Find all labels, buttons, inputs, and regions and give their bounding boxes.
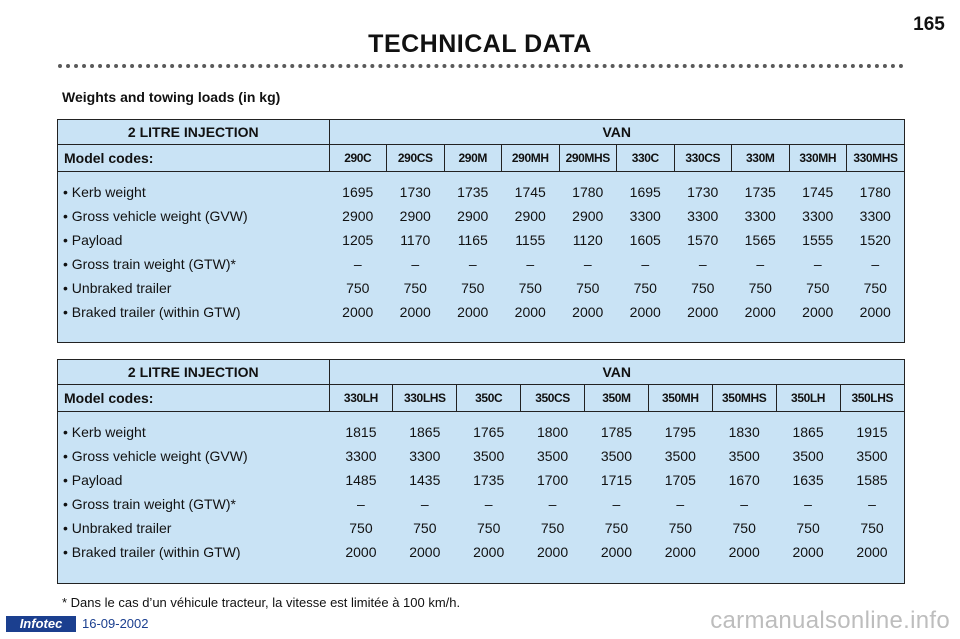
table-cell: 1155 — [515, 232, 546, 248]
table-cell: 2000 — [409, 544, 441, 560]
model-code: 350C — [457, 385, 521, 412]
table-cell: – — [468, 256, 477, 272]
table-cell: 1435 — [409, 472, 441, 488]
table-cell: 1520 — [859, 232, 891, 248]
table-cell: 750 — [576, 280, 600, 296]
table-cell: 2000 — [514, 304, 546, 320]
table-cell: 750 — [461, 280, 485, 296]
table-row — [58, 516, 904, 540]
body-type-header: VAN — [329, 120, 904, 145]
table-cell: 1585 — [856, 472, 888, 488]
table-cell: 2000 — [802, 304, 834, 320]
table-cell: 1830 — [728, 424, 760, 440]
table-cell: 2900 — [399, 208, 431, 224]
table-cell: 750 — [413, 520, 437, 536]
row-label: • Payload — [63, 232, 123, 248]
table-row — [58, 204, 904, 228]
row-label: • Gross vehicle weight (GVW) — [63, 448, 248, 464]
table-cell: 750 — [604, 520, 629, 536]
table-cell: 1800 — [536, 424, 569, 440]
table-cell: – — [698, 256, 707, 272]
table-cell: 3300 — [629, 208, 661, 224]
table-cell: – — [676, 496, 685, 512]
infotec-logo: Infotec — [6, 616, 76, 632]
footnote: * Dans le cas d’un véhicule tracteur, la vitesse est limitée à 100 km/h. — [62, 595, 461, 610]
table-cell: 3500 — [792, 448, 824, 464]
table-cell: – — [868, 496, 876, 512]
table-cell: 750 — [691, 280, 715, 296]
model-code: 350MH — [648, 385, 712, 412]
table-cell: 1765 — [473, 424, 505, 440]
table-cell: 1205 — [342, 232, 374, 248]
row-label: • Kerb weight — [63, 424, 146, 440]
table-cell: 2000 — [473, 544, 505, 560]
table-row — [58, 276, 904, 300]
weights-table-2 — [57, 359, 905, 584]
model-code: 330C — [617, 145, 675, 172]
table-cell: 2000 — [792, 544, 824, 560]
row-label: • Braked trailer (within GTW) — [63, 544, 241, 560]
table-cell: 2000 — [536, 544, 569, 560]
table-cell: 3500 — [664, 448, 696, 464]
table-cell: – — [411, 256, 420, 272]
table-row — [58, 468, 904, 492]
table-cell: 2000 — [342, 304, 374, 320]
model-code: 350LH — [776, 385, 840, 412]
table-cell: 1815 — [345, 424, 377, 440]
table-cell: 750 — [633, 280, 657, 296]
model-code: 330MH — [789, 145, 847, 172]
row-label: • Gross train weight (GTW)* — [63, 496, 236, 512]
table-cell: 750 — [403, 280, 427, 296]
table-cell: 750 — [349, 520, 373, 536]
table-cell: 750 — [863, 280, 887, 296]
table-cell: 750 — [668, 520, 692, 536]
table-cell: 1780 — [859, 184, 891, 200]
table-cell: – — [420, 496, 429, 512]
row-label: • Gross train weight (GTW)* — [63, 256, 236, 272]
table-cell: 1785 — [600, 424, 633, 440]
model-code: 330M — [732, 145, 790, 172]
table-cell: 2000 — [728, 544, 760, 560]
table-cell: 750 — [796, 520, 820, 536]
table-cell: 2000 — [664, 544, 696, 560]
table-cell: – — [526, 256, 535, 272]
table-cell: 1795 — [664, 424, 696, 440]
table-cell: 2900 — [342, 208, 374, 224]
table-cell: 1745 — [514, 184, 546, 200]
table-cell: – — [804, 496, 812, 512]
table-cell: 2000 — [687, 304, 719, 320]
table-cell: – — [548, 496, 557, 512]
model-code: 290MH — [502, 145, 560, 172]
table-cell: 1605 — [629, 232, 661, 248]
table-cell: 3500 — [473, 448, 505, 464]
table-cell: 3300 — [859, 208, 891, 224]
table-cell: 3300 — [744, 208, 776, 224]
table-cell: 2000 — [345, 544, 377, 560]
table-cell: 1705 — [664, 472, 696, 488]
table-cell: 1695 — [629, 184, 661, 200]
model-code: 350LHS — [840, 385, 904, 412]
table-cell: – — [612, 496, 621, 512]
model-code: 290MHS — [559, 145, 617, 172]
watermark: carmanualsonline.info — [710, 607, 950, 634]
table-cell: 2900 — [572, 208, 604, 224]
model-codes-label: Model codes: — [58, 145, 329, 172]
table-cell: 750 — [346, 280, 370, 296]
table-cell: – — [484, 496, 493, 512]
table-cell: 1700 — [536, 472, 569, 488]
table-cell: – — [740, 496, 749, 512]
table-cell: 1865 — [409, 424, 441, 440]
model-codes-label: Model codes: — [58, 385, 329, 412]
table-row — [58, 300, 904, 324]
page-number: 165 — [913, 14, 945, 35]
table-cell: 1555 — [802, 232, 834, 248]
table-cell: 1485 — [345, 472, 377, 488]
table-cell: 1735 — [744, 184, 776, 200]
table-cell: 750 — [518, 280, 542, 296]
title-divider — [58, 64, 904, 68]
row-label: • Unbraked trailer — [63, 520, 172, 536]
table-cell: – — [813, 256, 822, 272]
engine-header: 2 LITRE INJECTION — [58, 120, 329, 145]
table-row — [58, 420, 904, 444]
row-label: • Unbraked trailer — [63, 280, 172, 296]
table-cell: – — [583, 256, 592, 272]
table-cell: 2900 — [514, 208, 546, 224]
table-cell: 1635 — [792, 472, 824, 488]
model-code: 350MHS — [712, 385, 776, 412]
table-cell: 750 — [540, 520, 565, 536]
table-cell: 3300 — [345, 448, 377, 464]
table-cell: 1745 — [802, 184, 834, 200]
engine-header: 2 LITRE INJECTION — [58, 360, 329, 385]
table-cell: 3500 — [600, 448, 633, 464]
table-cell: 1865 — [792, 424, 824, 440]
table-cell: 3500 — [536, 448, 569, 464]
table-cell: – — [756, 256, 765, 272]
table-cell: 3300 — [802, 208, 834, 224]
table-cell: 750 — [732, 520, 756, 536]
section-heading: Weights and towing loads (in kg) — [62, 89, 281, 105]
row-label: • Kerb weight — [63, 184, 146, 200]
table-cell: 1695 — [342, 184, 374, 200]
row-label: • Braked trailer (within GTW) — [63, 304, 241, 320]
table-cell: 1735 — [473, 472, 505, 488]
table-cell: 2000 — [457, 304, 489, 320]
row-label: • Payload — [63, 472, 123, 488]
table-cell: 3300 — [409, 448, 441, 464]
table-cell: 2000 — [572, 304, 604, 320]
model-code: 290C — [329, 145, 387, 172]
table-cell: 1565 — [744, 232, 776, 248]
table-cell: – — [871, 256, 880, 272]
table-row — [58, 540, 904, 564]
table-row — [58, 180, 904, 204]
model-code: 330CS — [674, 145, 732, 172]
table-cell: 1915 — [856, 424, 888, 440]
table-cell: 750 — [806, 280, 830, 296]
table-row — [58, 252, 904, 276]
table-cell: 3300 — [687, 208, 719, 224]
table-cell: 2000 — [629, 304, 661, 320]
table-cell: 3500 — [728, 448, 760, 464]
table-cell: 1730 — [399, 184, 431, 200]
model-code: 330LHS — [393, 385, 457, 412]
table-cell: 1120 — [572, 232, 603, 248]
body-type-header: VAN — [329, 360, 904, 385]
model-code: 290M — [444, 145, 502, 172]
table-cell: 1715 — [600, 472, 633, 488]
table-cell: 1670 — [728, 472, 760, 488]
table-cell: 1170 — [400, 232, 431, 248]
model-code: 290CS — [387, 145, 445, 172]
table-cell: 750 — [748, 280, 772, 296]
model-code: 330MHS — [847, 145, 905, 172]
table-cell: 2000 — [856, 544, 888, 560]
table-cell: – — [357, 496, 365, 512]
table-cell: – — [641, 256, 650, 272]
weights-table-1 — [57, 119, 905, 343]
table-cell: 2000 — [399, 304, 431, 320]
table-cell: 1165 — [457, 232, 488, 248]
table-cell: 750 — [477, 520, 501, 536]
table-row — [58, 228, 904, 252]
model-code: 330LH — [329, 385, 393, 412]
model-code: 350M — [585, 385, 649, 412]
print-date: 16-09-2002 — [82, 616, 149, 631]
table-cell: – — [353, 256, 362, 272]
table-cell: 750 — [860, 520, 884, 536]
model-code: 350CS — [521, 385, 585, 412]
table-cell: 1730 — [687, 184, 719, 200]
row-label: • Gross vehicle weight (GVW) — [63, 208, 248, 224]
table-cell: 3500 — [856, 448, 888, 464]
table-row — [58, 444, 904, 468]
table-cell: 1780 — [572, 184, 604, 200]
table-cell: 2000 — [744, 304, 776, 320]
table-cell: 2000 — [859, 304, 891, 320]
table-cell: 1570 — [687, 232, 719, 248]
page-title: TECHNICAL DATA — [368, 30, 592, 58]
table-cell: 1735 — [457, 184, 489, 200]
table-cell: 2900 — [457, 208, 489, 224]
table-row — [58, 492, 904, 516]
table-cell: 2000 — [600, 544, 633, 560]
